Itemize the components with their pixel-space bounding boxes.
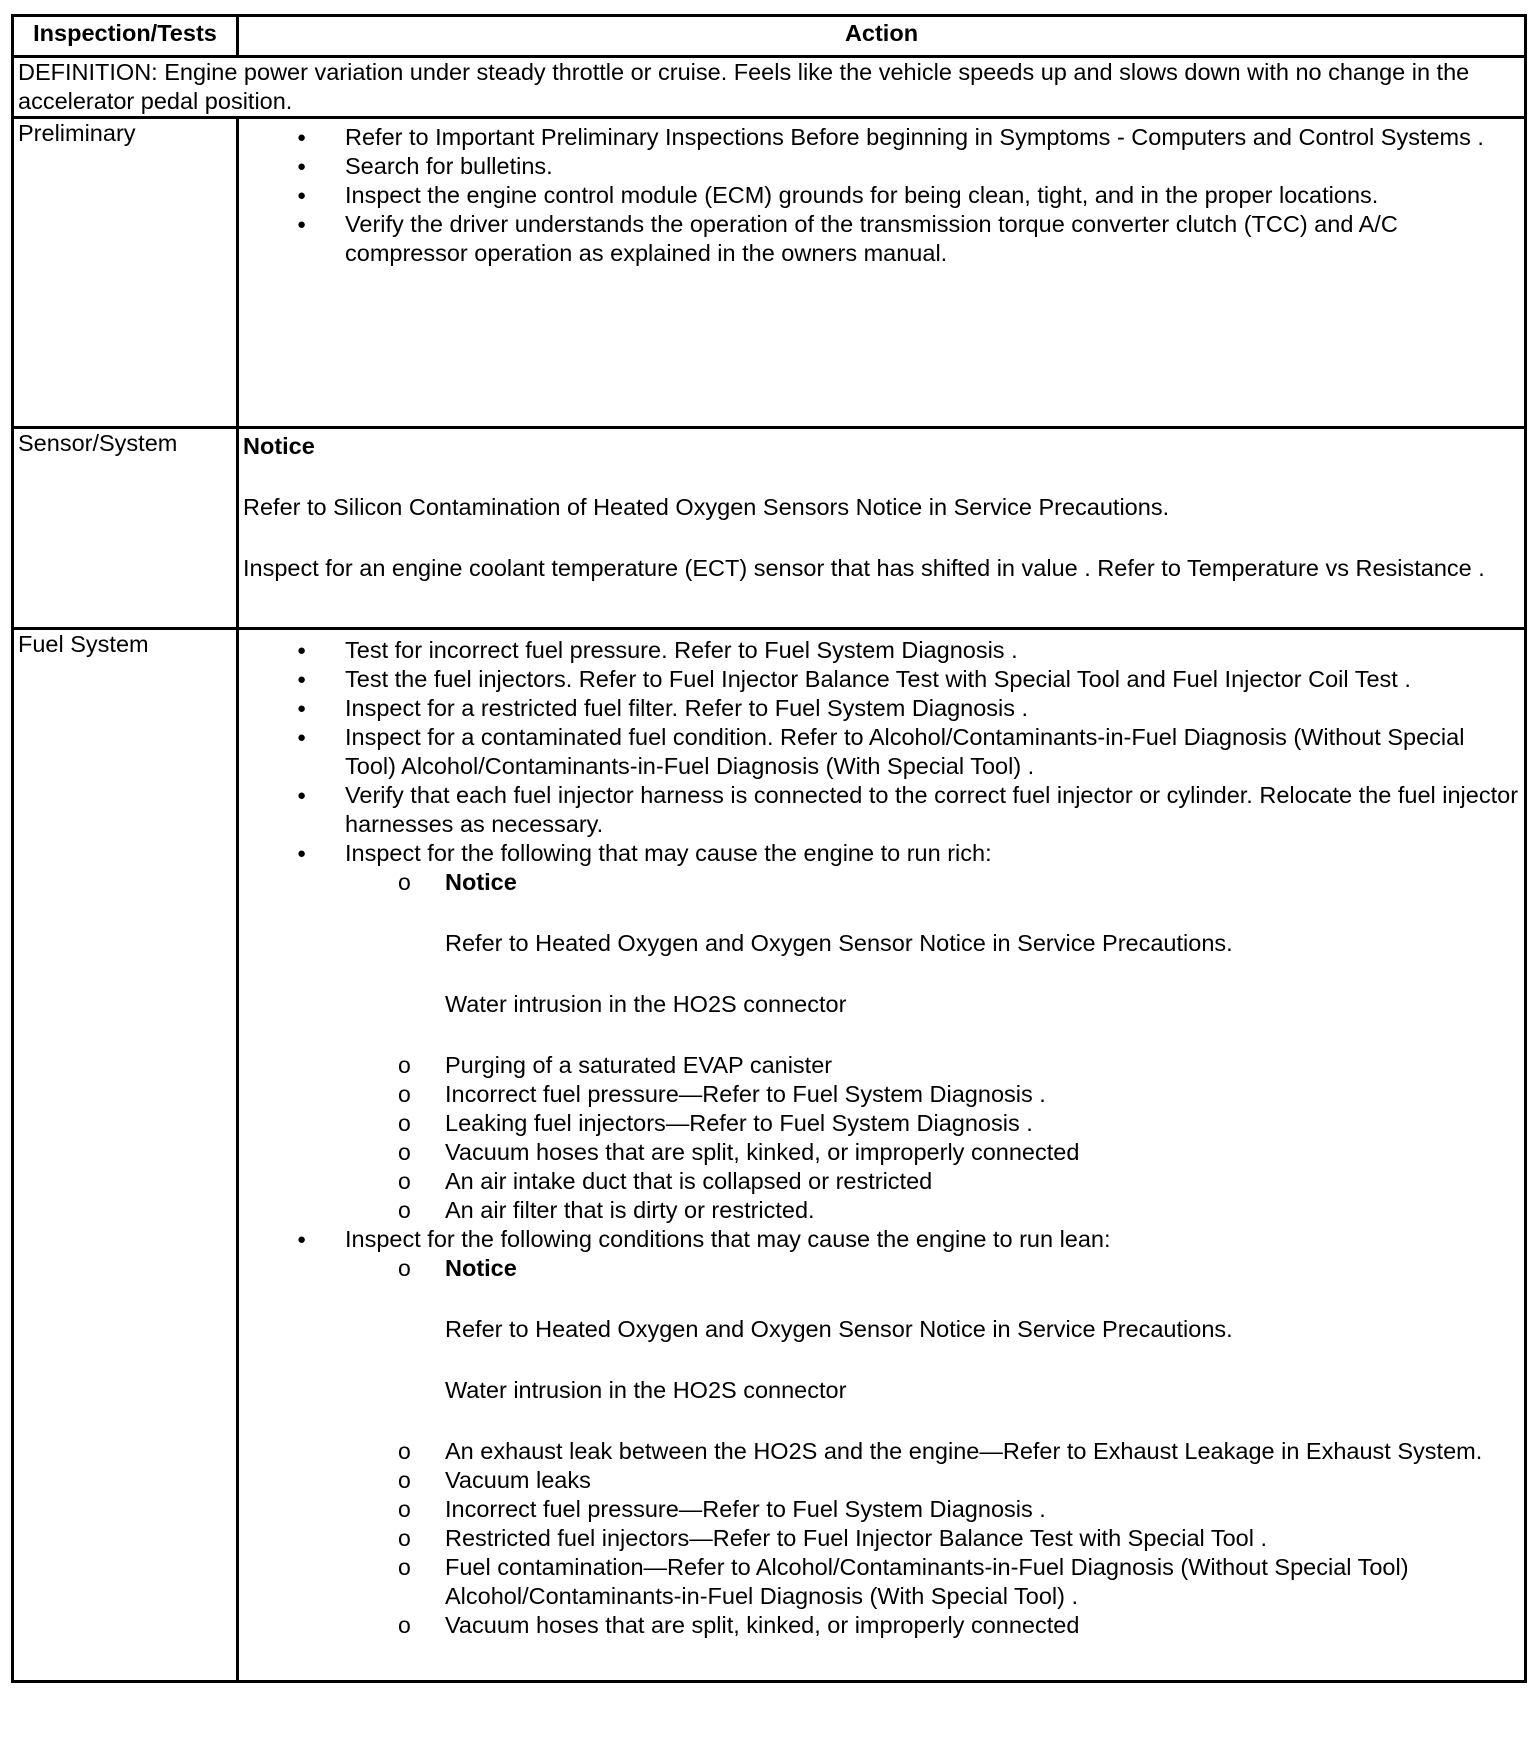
circle-bullet-icon: o (398, 1496, 411, 1522)
sub-item-text: An air filter that is dirty or restricted. (445, 1197, 815, 1223)
notice-heading: Notice (445, 1255, 517, 1281)
notice-heading: Notice (445, 869, 517, 895)
fuel-label: Fuel System (13, 629, 238, 1682)
sub-item-text: Incorrect fuel pressure—Refer to Fuel System Diagnosis . (445, 1496, 1046, 1522)
diagnosis-table (11, 14, 1527, 1683)
rich-list-item (243, 839, 1520, 1225)
circle-bullet-icon: o (398, 1525, 411, 1551)
circle-bullet-icon: o (398, 1255, 411, 1281)
header-action: Action (238, 16, 1526, 57)
sub-item-text: An exhaust leak between the HO2S and the engine—Refer to Exhaust Leakage in Exhaust System. (445, 1438, 1483, 1464)
circle-bullet-icon: o (398, 1612, 411, 1638)
list-item: ● Test the fuel injectors. Refer to Fuel Injector Balance Test with Special Tool and Fuel Injector Coil Test . (243, 665, 1520, 694)
preliminary-label: Preliminary (13, 118, 238, 428)
rich-sublist (245, 868, 1520, 1225)
sub-list-item (345, 1196, 1520, 1225)
lean-intro: Inspect for the following conditions that may cause the engine to run lean: (345, 1226, 1111, 1252)
sub-list-item (345, 868, 1520, 1051)
circle-bullet-icon: o (398, 1168, 411, 1194)
sensor-notice-text: Refer to Silicon Contamination of Heated Oxygen Sensors Notice in Service Precautions. (243, 494, 1170, 520)
sub-list-item (345, 1437, 1520, 1466)
sub-item-text: Vacuum leaks (445, 1467, 591, 1493)
header-row (13, 16, 1526, 57)
sub-list-item (345, 1524, 1520, 1553)
lean-sublist (245, 1254, 1520, 1640)
notice-text: Refer to Heated Oxygen and Oxygen Sensor Notice in Service Precautions. (445, 930, 1233, 956)
circle-bullet-icon: o (398, 1467, 411, 1493)
definition-text: DEFINITION: Engine power variation under steady throttle or cruise. Feels like the vehicle speeds up and slows down with no change in the accelerator pedal position. (13, 57, 1526, 118)
circle-bullet-icon: o (398, 1197, 411, 1223)
circle-bullet-icon: o (398, 1554, 411, 1580)
sub-list-item (345, 1109, 1520, 1138)
fuel-actions (238, 629, 1526, 1682)
sub-list-item (345, 1080, 1520, 1109)
header-inspection-tests: Inspection/Tests (13, 16, 238, 57)
sub-item-text: Vacuum hoses that are split, kinked, or improperly connected (445, 1139, 1080, 1165)
circle-bullet-icon: o (398, 1438, 411, 1464)
rich-intro: Inspect for the following that may cause the engine to run rich: (345, 840, 992, 866)
sub-item-text: Purging of a saturated EVAP canister (445, 1052, 833, 1078)
circle-bullet-icon: o (398, 1081, 411, 1107)
sub-item-text: Restricted fuel injectors—Refer to Fuel Injector Balance Test with Special Tool . (445, 1525, 1268, 1551)
sub-item-text: An air intake duct that is collapsed or restricted (445, 1168, 933, 1194)
sub-item-text: Fuel contamination—Refer to Alcohol/Contaminants-in-Fuel Diagnosis (Without Special Tool) Alcohol/Contaminants-in-Fuel Diagnosis (With Special Tool) . (445, 1554, 1409, 1609)
notice-text: Water intrusion in the HO2S connector (445, 1377, 847, 1403)
sub-list-item (345, 1611, 1520, 1640)
definition-row (13, 57, 1526, 118)
circle-bullet-icon: o (398, 869, 411, 895)
preliminary-actions (238, 118, 1526, 428)
list-item: ● Verify that each fuel injector harness is connected to the correct fuel injector or cylinder. Relocate the fuel injector harnesses as necessary. (243, 781, 1520, 839)
sub-list-item (345, 1495, 1520, 1524)
list-item: ● Inspect for a restricted fuel filter. Refer to Fuel System Diagnosis . (243, 694, 1520, 723)
sub-list-item (345, 1051, 1520, 1080)
notice-text: Water intrusion in the HO2S connector (445, 991, 847, 1017)
circle-bullet-icon: o (398, 1052, 411, 1078)
sub-item-text: Incorrect fuel pressure—Refer to Fuel System Diagnosis . (445, 1081, 1046, 1107)
list-item: ● Search for bulletins. (243, 152, 1520, 181)
list-item: ● Inspect for a contaminated fuel condition. Refer to Alcohol/Contaminants-in-Fuel Diagnosis (Without Special Tool) Alcohol/Contaminants-in-Fuel Diagnosis (With Special Tool) . (243, 723, 1520, 781)
lean-list-item (243, 1225, 1520, 1640)
list-item: ● Test for incorrect fuel pressure. Refer to Fuel System Diagnosis . (243, 636, 1520, 665)
sensor-actions (238, 428, 1526, 629)
sub-list-item (345, 1254, 1520, 1437)
fuel-list (243, 636, 1520, 1640)
sub-list-item (345, 1466, 1520, 1495)
circle-bullet-icon: o (398, 1139, 411, 1165)
circle-bullet-icon: o (398, 1110, 411, 1136)
sub-item-text: Vacuum hoses that are split, kinked, or improperly connected (445, 1612, 1080, 1638)
sub-list-item (345, 1167, 1520, 1196)
fuel-row (13, 629, 1526, 1682)
notice-heading: Notice (243, 433, 315, 459)
sub-item-text: Leaking fuel injectors—Refer to Fuel System Diagnosis . (445, 1110, 1033, 1136)
list-item: ● Refer to Important Preliminary Inspections Before beginning in Symptoms - Computers and Control Systems . (243, 123, 1520, 152)
preliminary-list (243, 123, 1520, 268)
sensor-label: Sensor/System (13, 428, 238, 629)
notice-text: Refer to Heated Oxygen and Oxygen Sensor Notice in Service Precautions. (445, 1316, 1233, 1342)
sub-list-item (345, 1138, 1520, 1167)
sub-list-item (345, 1553, 1520, 1611)
sensor-ect-text: Inspect for an engine coolant temperature (ECT) sensor that has shifted in value . Refer to Temperature vs Resistance . (243, 555, 1485, 581)
list-item: ● Verify the driver understands the operation of the transmission torque converter clutch (TCC) and A/C compressor operation as explained in the owners manual. (243, 210, 1520, 268)
list-item: ● Inspect the engine control module (ECM) grounds for being clean, tight, and in the proper locations. (243, 181, 1520, 210)
preliminary-row (13, 118, 1526, 428)
sensor-row (13, 428, 1526, 629)
